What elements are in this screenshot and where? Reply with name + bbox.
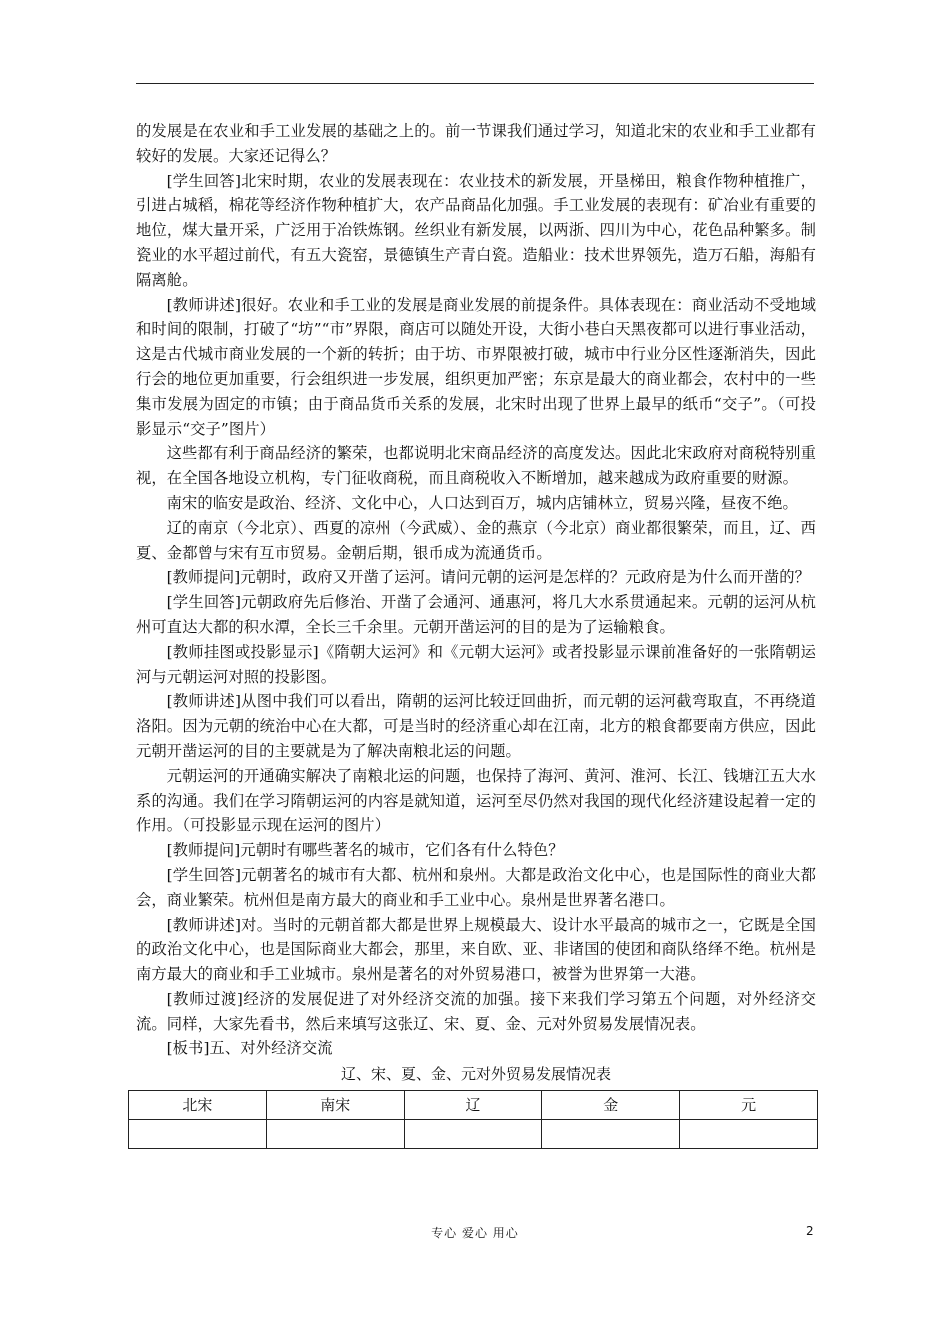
paragraph: [学生回答]元朝著名的城市有大都、杭州和泉州。大都是政治文化中心，也是国际性的商业大都会，商业繁荣。杭州但是南方最大的商业和手工业中心。泉州是世界著名港口。	[136, 865, 816, 909]
table-header-cell: 北宋	[129, 1091, 267, 1120]
paragraph: [板书]五、对外经济交流	[166, 1039, 333, 1058]
header-rule	[136, 83, 814, 84]
paragraph: [教师过渡]经济的发展促进了对外经济交流的加强。接下来我们学习第五个问题，对外经济交流。同样，大家先看书，然后来填写这张辽、宋、夏、金、元对外贸易发展情况表。	[136, 989, 816, 1033]
paragraph: [教师提问]元朝时有哪些著名的城市，它们各有什么特色？	[166, 841, 564, 860]
paragraph: [教师讲述]对。当时的元朝首都大都是世界上规模最大、设计水平最高的城市之一，它既是全国的政治文化中心，也是国际商业大都会，那里，来自欧、亚、非诸国的使团和商队络绎不绝。杭州是南方最大的商业和手工业城市。泉州是著名的对外贸易港口，被誉为世界第一大港。	[136, 915, 816, 984]
table-cell	[542, 1120, 680, 1149]
paragraph: 这些都有利于商品经济的繁荣，也都说明北宋商品经济的高度发达。因此北宋政府对商税特别重视，在全国各地设立机构，专门征收商税，而且商税收入不断增加，越来越成为政府重要的财源。	[136, 444, 816, 488]
table-cell	[129, 1120, 267, 1149]
table-header-row	[129, 1091, 818, 1120]
paragraph: [教师挂图或投影显示]《隋朝大运河》和《元朝大运河》或者投影显示课前准备好的一张隋朝运河与元朝运河对照的投影图。	[136, 642, 816, 686]
table-header-cell: 南宋	[266, 1091, 404, 1120]
paragraph: [学生回答]北宋时期，农业的发展表现在：农业技术的新发展，开垦梯田，粮食作物种植推广，引进占城稻，棉花等经济作物种植扩大，农产品商品化加强。手工业发展的表现有：矿冶业有重要的地位，煤大量开采，广泛用于冶铁炼钢。丝织业有新发展，以两浙、四川为中心，花色品种繁多。制瓷业的水平超过前代，有五大瓷窑，景德镇生产青白瓷。造船业：技术世界领先，造万石船，海船有隔离舱。	[136, 171, 816, 289]
footer-motto: 专心 爱心 用心	[431, 1226, 519, 1240]
paragraph: [教师讲述]从图中我们可以看出，隋朝的运河比较迂回曲折，而元朝的运河截弯取直，不再绕道洛阳。因为元朝的统治中心在大都，可是当时的经济重心却在江南，北方的粮食都要南方供应，因此元朝开凿运河的目的主要就是为了解决南粮北运的问题。	[136, 692, 816, 760]
table-header-cell: 金	[542, 1091, 680, 1120]
paragraph: [教师讲述]很好。农业和手工业的发展是商业发展的前提条件。具体表现在：商业活动不受地域和时间的限制，打破了“坊”“市”界限，商店可以随处开设，大街小巷白天黑夜都可以进行事业活动，这是古代城市商业发展的一个新的转折；由于坊、市界限被打破，城市中行业分区性逐渐消失，因此行会的地位更加重要，行会组织进一步发展，组织更加严密；东京是最大的商业都会，农村中的一些集市发展为固定的市镇；由于商品货币关系的发展，北宋时出现了世界上最早的纸币“交子”。（可投影显示“交子”图片）	[136, 295, 816, 438]
paragraph: 元朝运河的开通确实解决了南粮北运的问题，也保持了海河、黄河、淮河、长江、钱塘江五大水系的沟通。我们在学习隋朝运河的内容是就知道，运河至尽仍然对我国的现代化经济建设起着一定的作用。（可投影显示现在运河的图片）	[136, 766, 816, 835]
page-number: 2	[806, 1224, 814, 1238]
paragraph: 的发展是在农业和手工业发展的基础之上的。前一节课我们通过学习，知道北宋的农业和手工业都有较好的发展。大家还记得么？	[136, 122, 816, 165]
table-header-cell: 辽	[404, 1091, 542, 1120]
document-body	[136, 119, 816, 1149]
paragraph: [教师提问]元朝时，政府又开凿了运河。请问元朝的运河是怎样的？元政府是为什么而开凿的？	[166, 568, 811, 587]
paragraph: 辽的南京（今北京）、西夏的凉州（今武威）、金的燕京（今北京）商业都很繁荣，而且，辽、西夏、金都曾与宋有互市贸易。金朝后期，银币成为流通货币。	[136, 518, 816, 562]
paragraph: [学生回答]元朝政府先后修治、开凿了会通河、通惠河，将几大水系贯通起来。元朝的运河从杭州可直达大都的积水潭，全长三千余里。元朝开凿运河的目的是为了运输粮食。	[136, 593, 816, 636]
table-cell	[680, 1120, 818, 1149]
table-caption: 辽、宋、夏、金、元对外贸易发展情况表	[340, 1065, 611, 1084]
table-row	[129, 1120, 818, 1149]
table-header-cell: 元	[680, 1091, 818, 1120]
table-cell	[404, 1120, 542, 1149]
paragraph: 南宋的临安是政治、经济、文化中心，人口达到百万，城内店铺林立，贸易兴隆，昼夜不绝。	[166, 493, 798, 512]
table-cell	[266, 1120, 404, 1149]
trade-table	[128, 1090, 818, 1149]
